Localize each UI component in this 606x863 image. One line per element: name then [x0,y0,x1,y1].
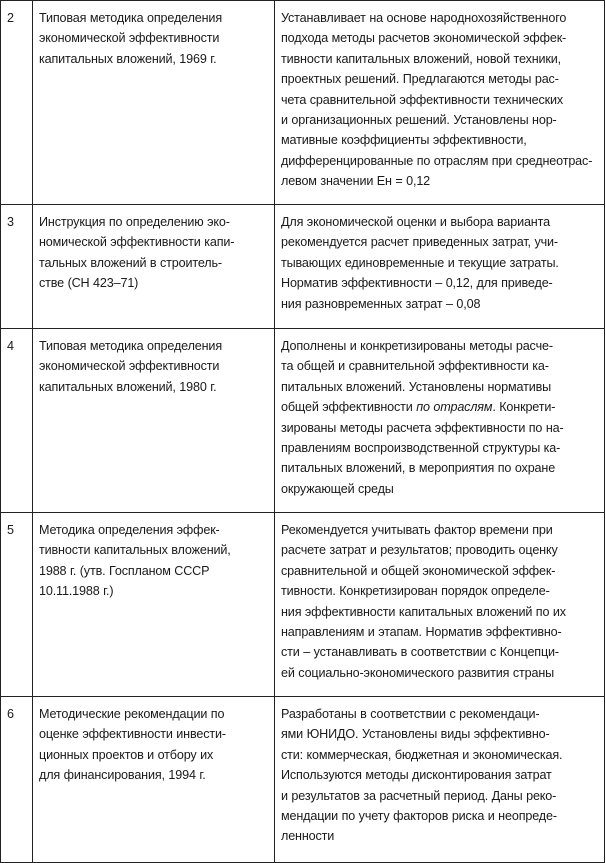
document-name-line: стве (СН 423–71) [39,276,139,291]
document-name-line: 10.11.1988 г.) [39,584,114,599]
document-name-cell [33,697,275,863]
description-line: ей социально-экономического развития страны [281,665,555,680]
description-line: правлениям воспроизводственной структуры ка- [281,441,561,456]
table-row [1,329,605,513]
table-row [1,1,605,205]
description-line: Рекомендуется учитывать фактор времени при [281,523,553,537]
description-line: проектных решений. Предлагаются методы рас- [281,72,559,87]
document-name-line: номической эффективности капи- [39,235,235,250]
document-name-line: капитальных вложений, 1980 г. [39,379,217,394]
description-line: сти – устанавливать в соответствии с Концепци- [281,645,559,660]
description-line: Разработаны в соответствии с рекомендаци- [281,707,540,721]
description-line: направлениям и этапам. Норматив эффективно- [281,625,562,640]
description-line: зированы методы расчета эффективности по на- [281,420,564,435]
document-name-cell [33,329,275,513]
table-row [1,513,605,697]
row-number: 3 [1,205,33,329]
description-cell [275,697,605,863]
description-text: общей эффективности [281,400,417,415]
emphasized-text: по отраслям [416,400,493,415]
description-line: тывающих единовременные и текущие затраты. [281,255,559,270]
description-cell [275,205,605,329]
description-line: Используются методы дисконтирования затрат [281,768,552,783]
description-line: сравнительной и общей экономической эффек- [281,563,556,578]
table-row [1,205,605,329]
description-line: сти: коммерческая, бюджетная и экономическая. [281,747,563,762]
document-name-line: оценке эффективности инвести- [39,727,226,742]
description-line: ния эффективности капитальных вложений по их [281,604,566,619]
document-name-line: тивности капитальных вложений, [39,543,231,558]
document-name-cell [33,513,275,697]
description-line: и организационных решений. Установлены нор- [281,113,557,128]
description-line: ленности [281,829,335,844]
document-name-line: Методика определения эффек- [39,523,220,537]
document-name-line: экономической эффективности [39,31,220,46]
row-number: 2 [1,1,33,205]
description-line: чета сравнительной эффективности технических [281,92,564,107]
document-name-line: для финансирования, 1994 г. [39,768,206,783]
document-name-line: Методические рекомендации по [39,707,225,721]
document-name-cell [33,205,275,329]
document-name-line: Типовая методика определения [39,11,222,25]
document-name-line: капитальных вложений, 1969 г. [39,51,217,66]
description-line: дифференцированные по отраслям при среднеотрас- [281,153,593,168]
description-line: мендации по учету факторов риска и неопреде- [281,809,557,824]
document-name-line: экономической эффективности [39,359,220,374]
row-number: 6 [1,697,33,863]
description-line: тивности капитальных вложений, новой техники, [281,51,562,66]
description-line: Норматив эффективности – 0,12, для приведе- [281,276,553,291]
document-name-line: ционных проектов и отбору их [39,747,214,762]
description-line: и результатов за расчетный период. Даны реко- [281,788,557,803]
row-number: 4 [1,329,33,513]
description-line: Устанавливает на основе народнохозяйственного [281,11,567,25]
description-line-with-emphasis [281,397,599,417]
description-line: ния разновременных затрат – 0,08 [281,296,481,311]
description-line: рекомендуется расчет приведенных затрат, учи- [281,235,558,250]
description-cell [275,329,605,513]
description-line: мативные коэффициенты эффективности, [281,133,527,148]
document-name-cell [33,1,275,205]
description-line: ями ЮНИДО. Установлены виды эффективно- [281,727,550,742]
document-name-line: Инструкция по определению эко- [39,215,230,229]
document-name-line: 1988 г. (утв. Госпланом СССР [39,563,210,578]
description-line: питальных вложений, в мероприятия по охране [281,461,556,476]
description-line: та общей и сравнительной эффективности ка- [281,359,549,374]
document-name-line: тальных вложений в строитель- [39,255,222,270]
row-number: 5 [1,513,33,697]
description-cell [275,1,605,205]
description-line: подхода методы расчетов экономической эффек- [281,31,567,46]
description-line: тивности. Конкретизирован порядок определе- [281,584,550,599]
description-line: левом значении Ен = 0,12 [281,174,431,189]
document-name-line: Типовая методика определения [39,339,222,353]
description-line: расчете затрат и результатов; проводить оценку [281,543,558,558]
description-cell [275,513,605,697]
table-row [1,697,605,863]
description-line: Дополнены и конкретизированы методы расче- [281,339,553,353]
description-line: окружающей среды [281,481,394,496]
description-line: Для экономической оценки и выбора варианта [281,215,550,229]
description-text: . Конкрети- [492,400,556,415]
description-line: питальных вложений. Установлены нормативы [281,379,552,394]
